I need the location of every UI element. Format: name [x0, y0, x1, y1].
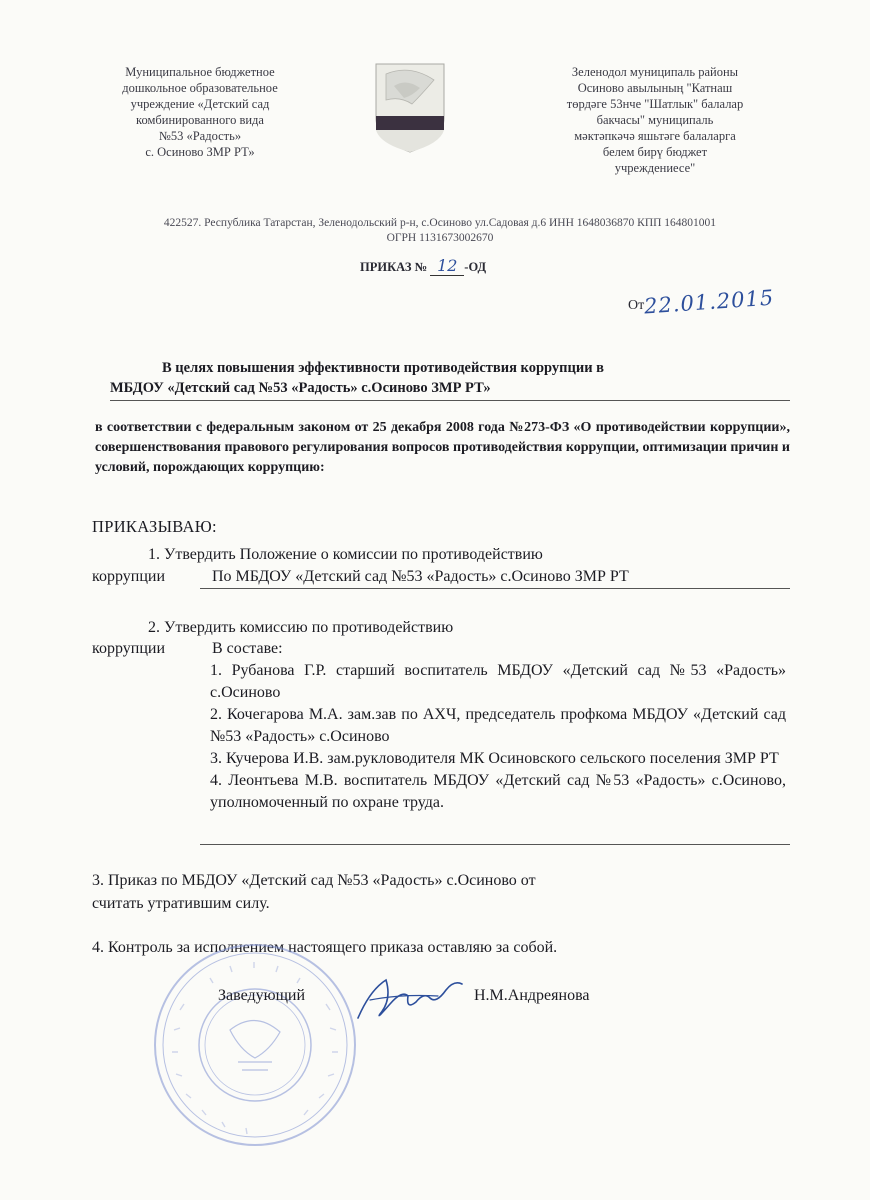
member-item: 3. Кучерова И.В. зам.рукловодителя МК Осиновского сельского поселения ЗМР РТ [210, 750, 779, 767]
order-date [628, 285, 776, 319]
round-stamp-icon [150, 940, 360, 1150]
org-line: Осиново авылының "Катнаш [577, 81, 733, 95]
org-line: комбинированного вида [136, 113, 264, 127]
ogrn-line: ОГРН 1131673002670 [386, 232, 494, 244]
org-line: №53 «Радость» [158, 129, 242, 143]
item-1-title: 1. Утвердить Положение о комиссии по противодействию [148, 546, 543, 563]
org-line: Муниципальное бюджетное [125, 65, 275, 79]
purpose-line: В целях повышения эффективности противодействия коррупции в [162, 360, 605, 376]
order-heading: ПРИКАЗЫВАЮ: [92, 517, 217, 536]
handwritten-signature-icon [350, 970, 470, 1030]
commission-members [210, 660, 786, 814]
org-line: бакчасы" муниципаль [596, 113, 714, 127]
item-1-word: коррупции [92, 568, 165, 585]
address-block [110, 216, 770, 246]
org-line: Зеленодол муниципаль районы [571, 65, 739, 79]
item-2-scope: В составе: [212, 640, 283, 657]
org-line: төрдәге 53нче "Шатлык" балалар [566, 97, 744, 111]
order-number: 12 [430, 256, 464, 276]
order-prefix: ПРИКАЗ № [360, 260, 428, 274]
signatory-title: Заведующий [218, 987, 306, 1004]
org-line: с. Осиново ЗМР РТ» [145, 145, 255, 159]
order-title [360, 256, 486, 276]
item-4-line: 4. Контроль за исполнением настоящего приказа оставляю за собой. [92, 939, 558, 956]
item-3-line: считать утратившим силу. [92, 895, 270, 912]
item-2-title: 2. Утвердить комиссию по противодействию [148, 619, 454, 636]
order-purpose [110, 358, 790, 398]
divider [200, 844, 790, 845]
order-suffix: -ОД [464, 260, 487, 274]
member-item: 2. Кочегарова М.А. зам.зав по АХЧ, председатель профкома МБДОУ «Детский сад №53 «Радость» с.Осиново [210, 706, 786, 745]
purpose-line: МБДОУ «Детский сад №53 «Радость» с.Осиново ЗМР РТ» [110, 380, 491, 396]
member-item: 4. Леонтьева М.В. воспитатель МБДОУ «Детский сад №53 «Радость» с.Осиново, уполномоченный по охране труда. [210, 772, 786, 811]
item-1-scope: По МБДОУ «Детский сад №53 «Радость» с.Осиново ЗМР РТ [212, 568, 629, 585]
date-handwritten: 22.01.2015 [643, 285, 776, 319]
legal-basis: в соответствии с федеральным законом от 25 декабря 2008 года №273-ФЗ «О противодействии коррупции», совершенствования правового регулирования вопросов противодействия коррупции, оптимизации причин и условий, порождающих коррупцию: [95, 420, 790, 475]
signatory-name: Н.М.Андреянова [474, 987, 590, 1004]
date-prefix: От [628, 298, 645, 313]
org-name-russian [95, 64, 305, 160]
address-line: 422527. Республика Татарстан, Зеленодольский р-н, с.Осиново ул.Садовая д.6 ИНН 1648036870 КПП 164801001 [163, 217, 717, 229]
org-line: дошкольное образовательное [122, 81, 278, 95]
divider [110, 400, 790, 401]
org-line: белем бирү бюджет [602, 145, 708, 159]
org-line: мәктәпкәчә яшьтәге балаларга [574, 129, 736, 143]
org-line: учреждениесе" [614, 161, 696, 175]
item-2-word: коррупции [92, 640, 165, 657]
member-item: 1. Рубанова Г.Р. старший воспитатель МБДОУ «Детский сад №53 «Радость» с.Осиново [210, 662, 786, 701]
org-name-tatar [540, 64, 770, 176]
item-3-line: 3. Приказ по МБДОУ «Детский сад №53 «Радость» с.Осиново от [92, 872, 536, 889]
org-line: учреждение «Детский сад [130, 97, 270, 111]
divider [200, 588, 790, 589]
coat-of-arms-icon [372, 60, 448, 154]
